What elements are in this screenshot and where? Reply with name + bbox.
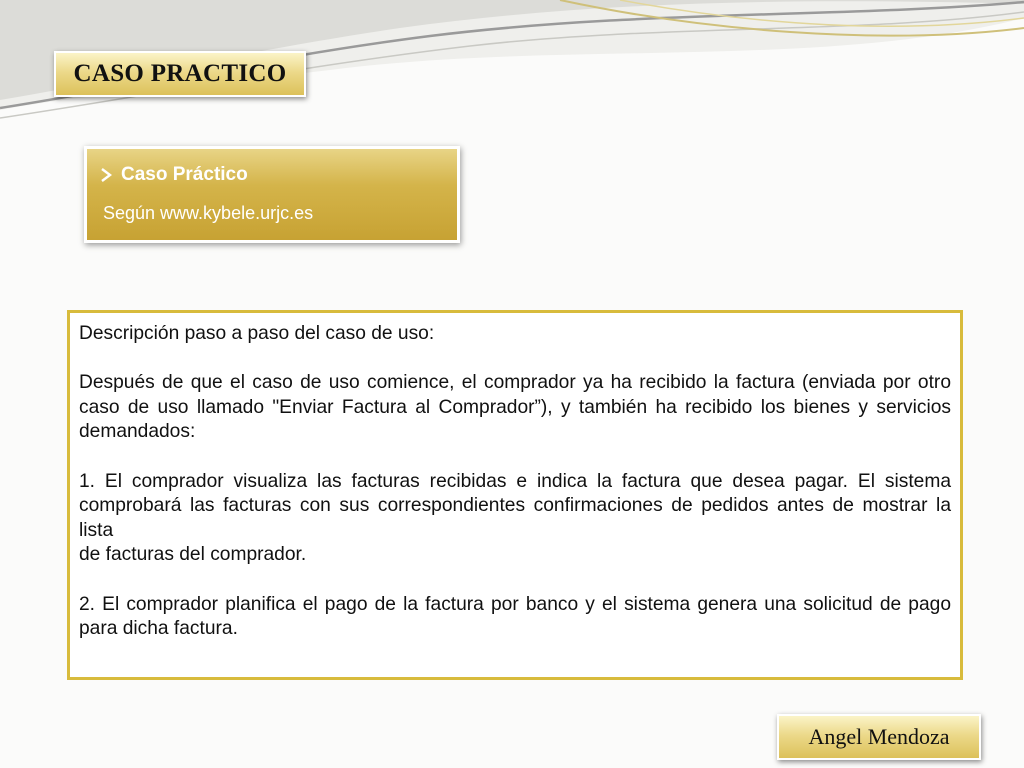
info-heading: Caso Práctico	[121, 164, 248, 185]
step-2: 2. El comprador planifica el pago de la factura por banco y el sistema genera una solicitud de pago para dicha factura.	[79, 593, 951, 640]
description-intro: Descripción paso a paso del caso de uso:	[79, 323, 435, 344]
info-box	[84, 146, 460, 243]
description-box	[67, 310, 963, 680]
author-box	[777, 714, 981, 760]
info-bullet-row	[99, 164, 248, 186]
step-1-continuation: de facturas del comprador.	[79, 544, 307, 566]
info-source: Según www.kybele.urjc.es	[103, 203, 314, 223]
arrow-bullet-icon	[99, 168, 113, 182]
author-name: Angel Mendoza	[808, 724, 950, 749]
slide-title: CASO PRACTICO	[73, 60, 287, 87]
title-box	[54, 51, 306, 97]
description-paragraph: Después de que el caso de uso comience, el comprador ya ha recibido la factura (enviada por otro caso de uso llamado "Enviar Factura al Comprador”), y también ha recibido los bienes y servicios demandados:	[79, 372, 951, 443]
step-1: 1. El comprador visualiza las facturas recibidas e indica la factura que desea pagar. El sistema comprobará las facturas con sus correspondientes confirmaciones de pedidos antes de mostrar la lista	[79, 470, 951, 541]
